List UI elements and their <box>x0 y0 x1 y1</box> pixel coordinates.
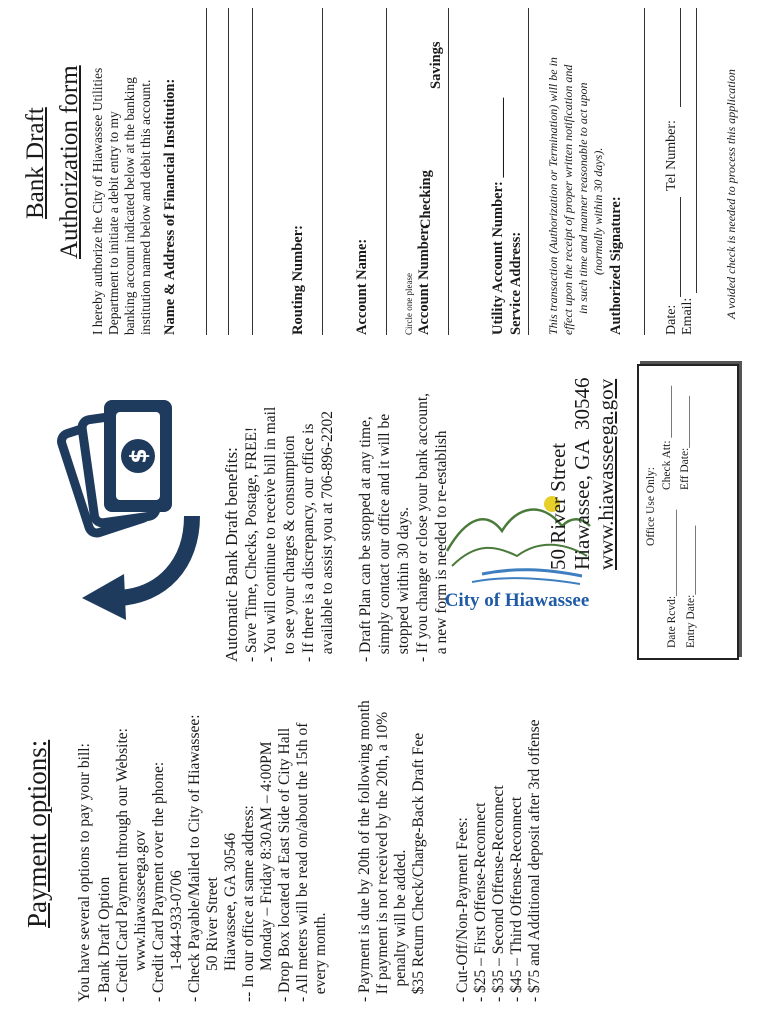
account-name-label: Account Name: <box>354 238 370 335</box>
money-payment-icon <box>42 384 207 624</box>
payment-options-title: Payment options: <box>22 739 52 928</box>
savings-option[interactable]: Savings <box>428 41 444 89</box>
payment-line: - Credit Card Payment over the phone: <box>150 761 167 1002</box>
payment-line: - All meters will be read on/about the 15th of <box>294 722 311 1002</box>
email-line[interactable] <box>696 8 697 293</box>
payment-line: - Drop Box located at East Side of City Hall <box>276 727 293 1002</box>
account-number-line[interactable] <box>448 8 449 335</box>
fees-line: - $25 – First Offense-Reconnect <box>472 802 489 1002</box>
office-use-title: Office Use Only: <box>645 467 657 546</box>
signature-line[interactable] <box>644 8 645 335</box>
office-use-box <box>637 364 739 660</box>
payment-line: every month. <box>312 912 329 1002</box>
payment-line: - Credit Card Payment through our Website: <box>114 728 131 1002</box>
address-city: Hiawassee, GA 30546 <box>570 377 594 570</box>
terms-text: effect upon the receipt of proper written notification and <box>561 64 575 335</box>
terms-text: This transaction (Authorization or Termination) will be in <box>546 57 560 335</box>
entry-date-field[interactable]: Entry Date:____________ <box>685 525 697 648</box>
tel-number-line[interactable] <box>680 8 681 107</box>
city-website-link[interactable]: www.hiawasseega.gov <box>594 378 618 570</box>
date-label: Date: <box>664 304 679 335</box>
institution-line-1[interactable] <box>206 8 207 335</box>
payment-line: 1-844-933-0706 <box>168 870 185 1002</box>
authorization-text: institution named below and debit this account. <box>138 79 153 335</box>
circle-hint: Circle one please <box>404 273 414 335</box>
payment-line: - Bank Draft Option <box>96 876 113 1002</box>
check-attached-field[interactable]: Check Att: _________ <box>661 385 673 490</box>
benefit-line: - Draft Plan can be stopped at any time, <box>357 416 374 662</box>
city-address <box>546 370 618 570</box>
utility-account-label[interactable]: Utility Account Number: ___________ <box>490 97 506 335</box>
routing-number-line[interactable] <box>322 8 323 335</box>
payment-line: www.hiawasseega.gov <box>132 829 149 1002</box>
service-address-label: Service Address: <box>508 231 524 335</box>
authorized-signature-label: Authorized Signature: <box>608 196 624 335</box>
account-number-label: Account Number: <box>416 223 432 335</box>
benefit-line: simply contact our office and it will be <box>376 413 393 662</box>
benefits-title: Automatic Bank Draft benefits: <box>222 447 241 662</box>
routing-number-label: Routing Number: <box>290 225 306 335</box>
due-line: If payment is not received by the 20th, a 10% <box>374 711 391 1002</box>
authorization-form-panel <box>0 0 770 339</box>
benefit-line: stopped within 30 days. <box>395 507 412 662</box>
terms-text: (normally within 30 days). <box>591 147 605 335</box>
due-line: $35 Return Check/Charge-Back Draft Fee <box>410 732 427 1002</box>
benefit-line: - If you change or close your bank account, <box>414 393 431 662</box>
payment-line: -- In our office at same address: <box>240 805 257 1002</box>
email-label: Email: <box>680 297 695 335</box>
payment-options-panel <box>0 684 770 1024</box>
form-title: Bank Draft <box>22 107 49 219</box>
checking-option[interactable]: Checking <box>418 170 434 229</box>
benefit-line: - You will continue to receive bill in mail <box>262 406 279 662</box>
terms-text: in such time and manner reasonable to act upon <box>576 82 590 335</box>
institution-line-3[interactable] <box>252 8 253 335</box>
tel-number-label: Tel Number: <box>664 120 679 191</box>
svg-text:$: $ <box>127 448 152 464</box>
form-subtitle: Authorization form <box>56 65 83 259</box>
service-address-line[interactable] <box>528 8 529 335</box>
account-name-line[interactable] <box>386 8 387 335</box>
logo-text: City of Hiawassee <box>444 590 590 611</box>
payment-intro: You have several options to pay your bill: <box>76 743 93 1002</box>
voided-check-note: A voided check is needed to process this application <box>724 69 738 319</box>
due-line: penalty will be added. <box>392 849 409 1002</box>
payment-line: Monday – Friday 8:30AM – 4:00PM <box>258 741 275 1002</box>
benefit-line: - Save Time, Checks, Postage, FREE! <box>243 426 260 662</box>
benefits-panel <box>0 339 770 684</box>
benefit-line: to see your charges & consumption <box>281 435 298 662</box>
institution-line-2[interactable] <box>228 8 229 335</box>
fees-line: - $75 and Additional deposit after 3rd offense <box>526 719 543 1002</box>
date-received-field[interactable]: Date Rcvd:_______________ <box>666 509 678 648</box>
payment-line: 50 River Street <box>204 877 221 1002</box>
fees-line: - Cut-Off/Non-Payment Fees: <box>454 817 471 1002</box>
date-line[interactable] <box>680 197 681 297</box>
benefit-line: a new form is needed to re-establish <box>433 430 450 662</box>
payment-line: - Check Payable/Mailed to City of Hiawassee: <box>186 714 203 1002</box>
authorization-text: banking account indicated below at the banking <box>122 77 137 335</box>
due-line: - Payment is due by 20th of the following month <box>356 700 373 1002</box>
address-street: 50 River Street <box>546 442 570 570</box>
benefit-line: available to assist you at 706-896-2202 <box>319 411 336 662</box>
institution-label: Name & Address of Financial Institution: <box>162 78 178 335</box>
benefit-line: - If there is a discrepancy, our office is <box>300 423 317 662</box>
authorization-text: I hereby authorize the City of Hiawassee Utilities <box>90 67 105 335</box>
effective-date-field[interactable]: Eff Date:_________ <box>679 395 691 490</box>
fees-line: - $35 – Second Offense-Reconnect <box>490 785 507 1002</box>
authorization-text: Department to initiate a debit entry to my <box>106 111 121 335</box>
payment-line: Hiawassee, GA 30546 <box>222 832 239 1002</box>
fees-line: - $45 – Third Offense-Reconnect <box>508 796 525 1002</box>
